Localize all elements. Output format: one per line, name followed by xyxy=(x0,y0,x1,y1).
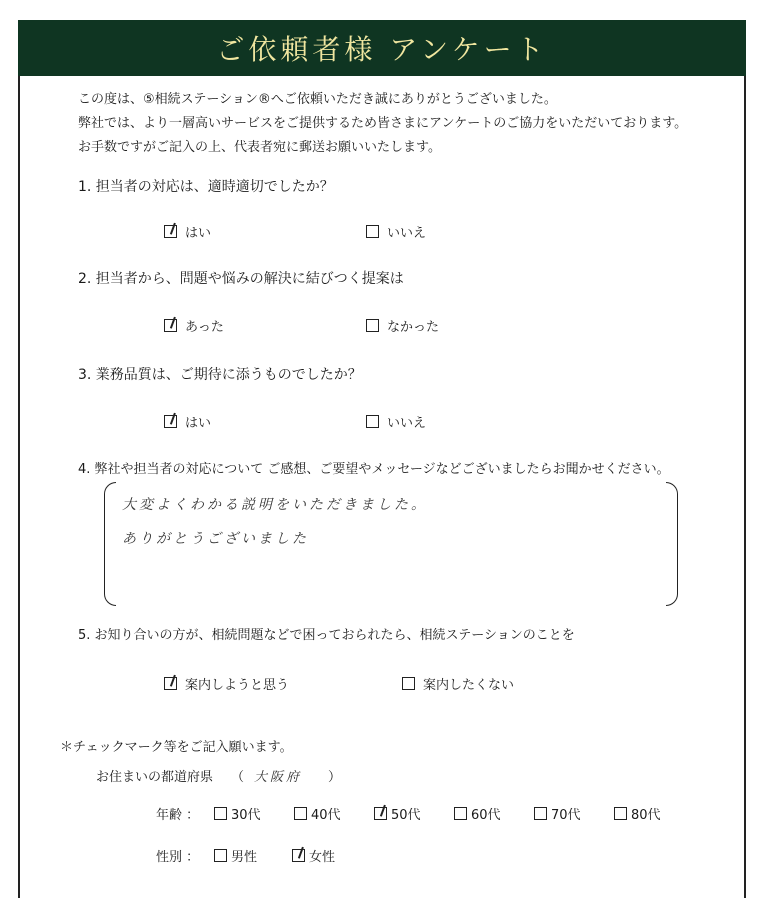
q3-option-yes[interactable] xyxy=(164,412,211,431)
checkbox-icon[interactable] xyxy=(294,807,307,820)
option-label: 60代 xyxy=(471,808,501,823)
age-label: 年齢 ： xyxy=(156,808,200,823)
checkbox-icon[interactable] xyxy=(214,849,227,862)
close-paren: ） xyxy=(328,770,342,785)
option-label: 30代 xyxy=(231,808,261,823)
option-label: いいえ xyxy=(387,416,427,431)
comment-line-1: 大変よくわかる説明をいただきました。 xyxy=(122,497,428,513)
gender-label: 性別 ： xyxy=(156,850,200,865)
age-option-60[interactable] xyxy=(454,804,501,823)
comment-line-2: ありがとうございました xyxy=(122,531,309,547)
title-banner xyxy=(18,20,746,76)
comment-field[interactable] xyxy=(104,482,678,606)
q1-option-yes[interactable] xyxy=(164,222,211,241)
age-option-50[interactable] xyxy=(374,804,421,823)
intro-line: この度は、⑤相続ステーション®へご依頼いただき誠にありがとうございました。 xyxy=(78,92,557,107)
checkbox-icon[interactable] xyxy=(366,415,379,428)
q2-option-yes[interactable] xyxy=(164,316,224,335)
q1-option-no[interactable] xyxy=(366,222,426,241)
option-label: あった xyxy=(185,320,224,335)
q5-option-yes[interactable] xyxy=(164,674,289,693)
q3-option-no[interactable] xyxy=(366,412,426,431)
age-option-30[interactable] xyxy=(214,804,261,823)
right-bracket xyxy=(666,482,678,606)
gender-option-male[interactable] xyxy=(214,846,257,865)
option-label: 50代 xyxy=(391,808,421,823)
option-label: いいえ xyxy=(387,226,427,241)
option-label: 女性 xyxy=(309,850,336,865)
option-label: 男性 xyxy=(231,850,258,865)
age-option-40[interactable] xyxy=(294,804,341,823)
option-label: はい xyxy=(185,226,212,241)
checkbox-icon[interactable] xyxy=(366,225,379,238)
question-1: 1. 担当者の対応は、適時適切でしたか？ xyxy=(78,179,334,195)
checkbox-icon[interactable] xyxy=(614,807,627,820)
checkbox-icon[interactable] xyxy=(214,807,227,820)
checkbox-icon[interactable] xyxy=(366,319,379,332)
checkbox-checked-icon[interactable] xyxy=(164,319,177,332)
intro-text xyxy=(78,88,687,160)
option-label: なかった xyxy=(387,320,440,335)
question-3: 3. 業務品質は、ご期待に添うものでしたか？ xyxy=(78,367,362,383)
note-text: ＊チェックマーク等をご記入願います。 xyxy=(60,740,293,755)
checkbox-checked-icon[interactable] xyxy=(292,849,305,862)
checkbox-checked-icon[interactable] xyxy=(164,677,177,690)
option-label: 80代 xyxy=(631,808,661,823)
age-option-70[interactable] xyxy=(534,804,581,823)
question-4: 4. 弊社や担当者の対応について ご感想、ご要望やメッセージなどございましたらお聞かせください。 xyxy=(78,462,670,477)
intro-line: 弊社では、より一層高いサービスをご提供するため皆さまにアンケートのご協力をいただいております。 xyxy=(78,116,688,131)
question-2: 2. 担当者から、問題や悩みの解決に結びつく提案は xyxy=(78,271,404,287)
option-label: 案内しようと思う xyxy=(185,678,290,693)
prefecture-label: お住まいの都道府県 xyxy=(96,770,214,785)
checkbox-icon[interactable] xyxy=(534,807,547,820)
option-label: 案内したくない xyxy=(423,678,515,693)
age-option-80[interactable] xyxy=(614,804,661,823)
option-label: はい xyxy=(185,416,212,431)
checkbox-icon[interactable] xyxy=(454,807,467,820)
prefecture-value[interactable]: 大阪府 xyxy=(254,770,303,785)
checkbox-checked-icon[interactable] xyxy=(164,415,177,428)
question-5: 5. お知り合いの方が、相続問題などで困っておられたら、相続ステーションのことを xyxy=(78,628,575,643)
left-bracket xyxy=(104,482,116,606)
checkbox-checked-icon[interactable] xyxy=(374,807,387,820)
option-label: 40代 xyxy=(311,808,341,823)
prefecture-row xyxy=(96,766,341,785)
option-label: 70代 xyxy=(551,808,581,823)
survey-title: ご依頼者様 アンケート xyxy=(216,33,548,66)
gender-option-female[interactable] xyxy=(292,846,335,865)
open-paren: （ xyxy=(231,770,245,785)
q5-option-no[interactable] xyxy=(402,674,514,693)
checkbox-checked-icon[interactable] xyxy=(164,225,177,238)
q2-option-no[interactable] xyxy=(366,316,439,335)
checkbox-icon[interactable] xyxy=(402,677,415,690)
intro-line: お手数ですがご記入の上、代表者宛に郵送お願いいたします。 xyxy=(78,140,441,155)
